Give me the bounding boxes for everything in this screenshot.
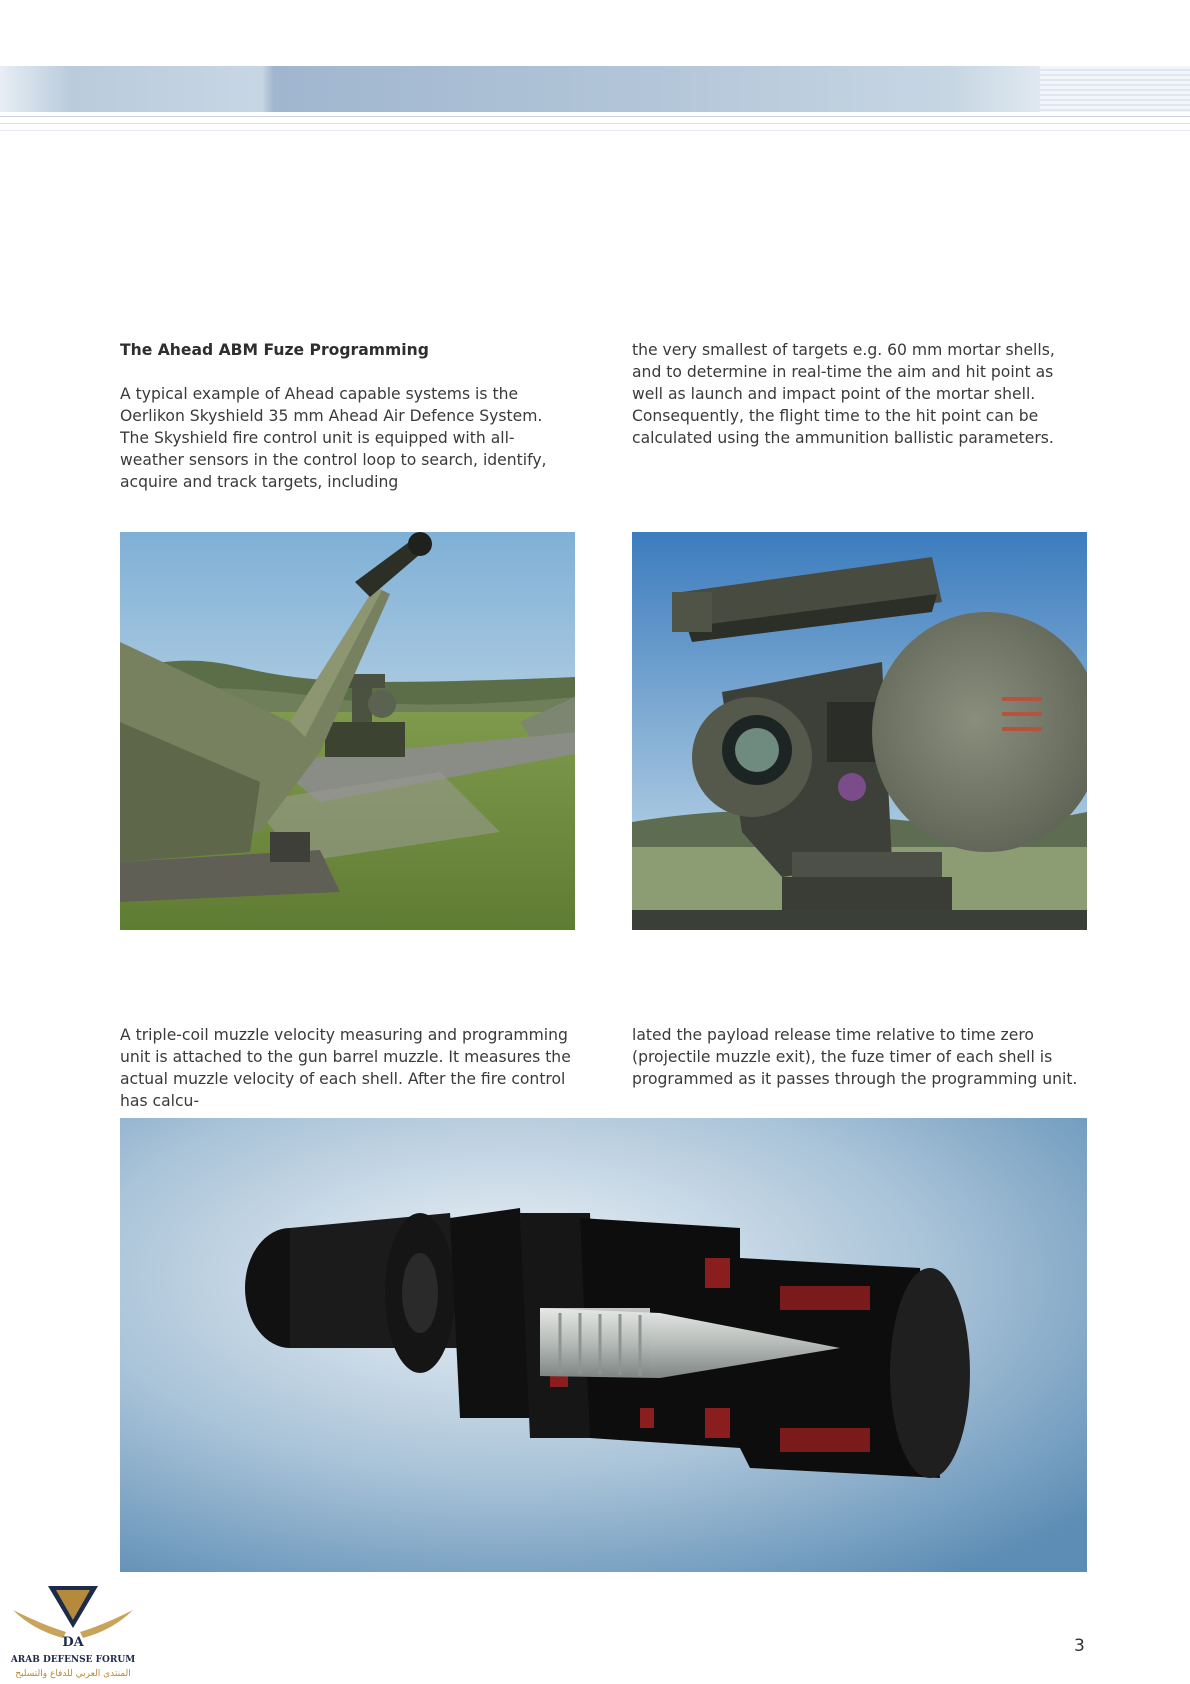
programming-unit-cutaway-photo	[120, 1118, 1087, 1572]
section-heading: The Ahead ABM Fuze Programming	[120, 341, 429, 359]
header-rule	[0, 130, 1190, 131]
text-column-right-bottom	[632, 1024, 1087, 1090]
paragraph: A triple-coil muzzle velocity measuring and programming unit is attached to the gun barrel muzzle. It measures the actual muzzle velocity of each shell. After the fire control has calcu-	[120, 1026, 571, 1110]
logo-initials: DA	[62, 1635, 84, 1650]
page-number: 3	[1074, 1636, 1085, 1656]
arab-defense-forum-logo	[8, 1580, 138, 1680]
gun-field-photo	[120, 532, 575, 930]
logo-arabic: المنتدى العربي للدفاع والتسليح	[15, 1669, 131, 1679]
header-rule	[0, 116, 1190, 117]
paragraph: lated the payload release time relative to time zero (projectile muzzle exit), the fuze timer of each shell is programmed as it passes through the programming unit.	[632, 1026, 1078, 1088]
header-band	[0, 66, 1190, 112]
paragraph: the very smallest of targets e.g. 60 mm mortar shells, and to determine in real-time the aim and hit point as well as launch and impact point of the mortar shell. Consequently, the flight time to the hit point can be calculated using the ammunition ballistic parameters.	[632, 341, 1055, 447]
text-column-right-top	[632, 339, 1087, 449]
text-column-left-bottom	[120, 1024, 575, 1112]
header-band-stripes	[1040, 66, 1190, 112]
logo-name: ARAB DEFENSE FORUM	[10, 1655, 136, 1665]
fire-control-unit-photo	[632, 532, 1087, 930]
paragraph: A typical example of Ahead capable systems is the Oerlikon Skyshield 35 mm Ahead Air Defence System. The Skyshield fire control unit is equipped with all-weather sensors in the control loop to search, identify, acquire and track targets, including	[120, 385, 547, 491]
text-column-left-top	[120, 339, 575, 493]
header-rule	[0, 123, 1190, 124]
